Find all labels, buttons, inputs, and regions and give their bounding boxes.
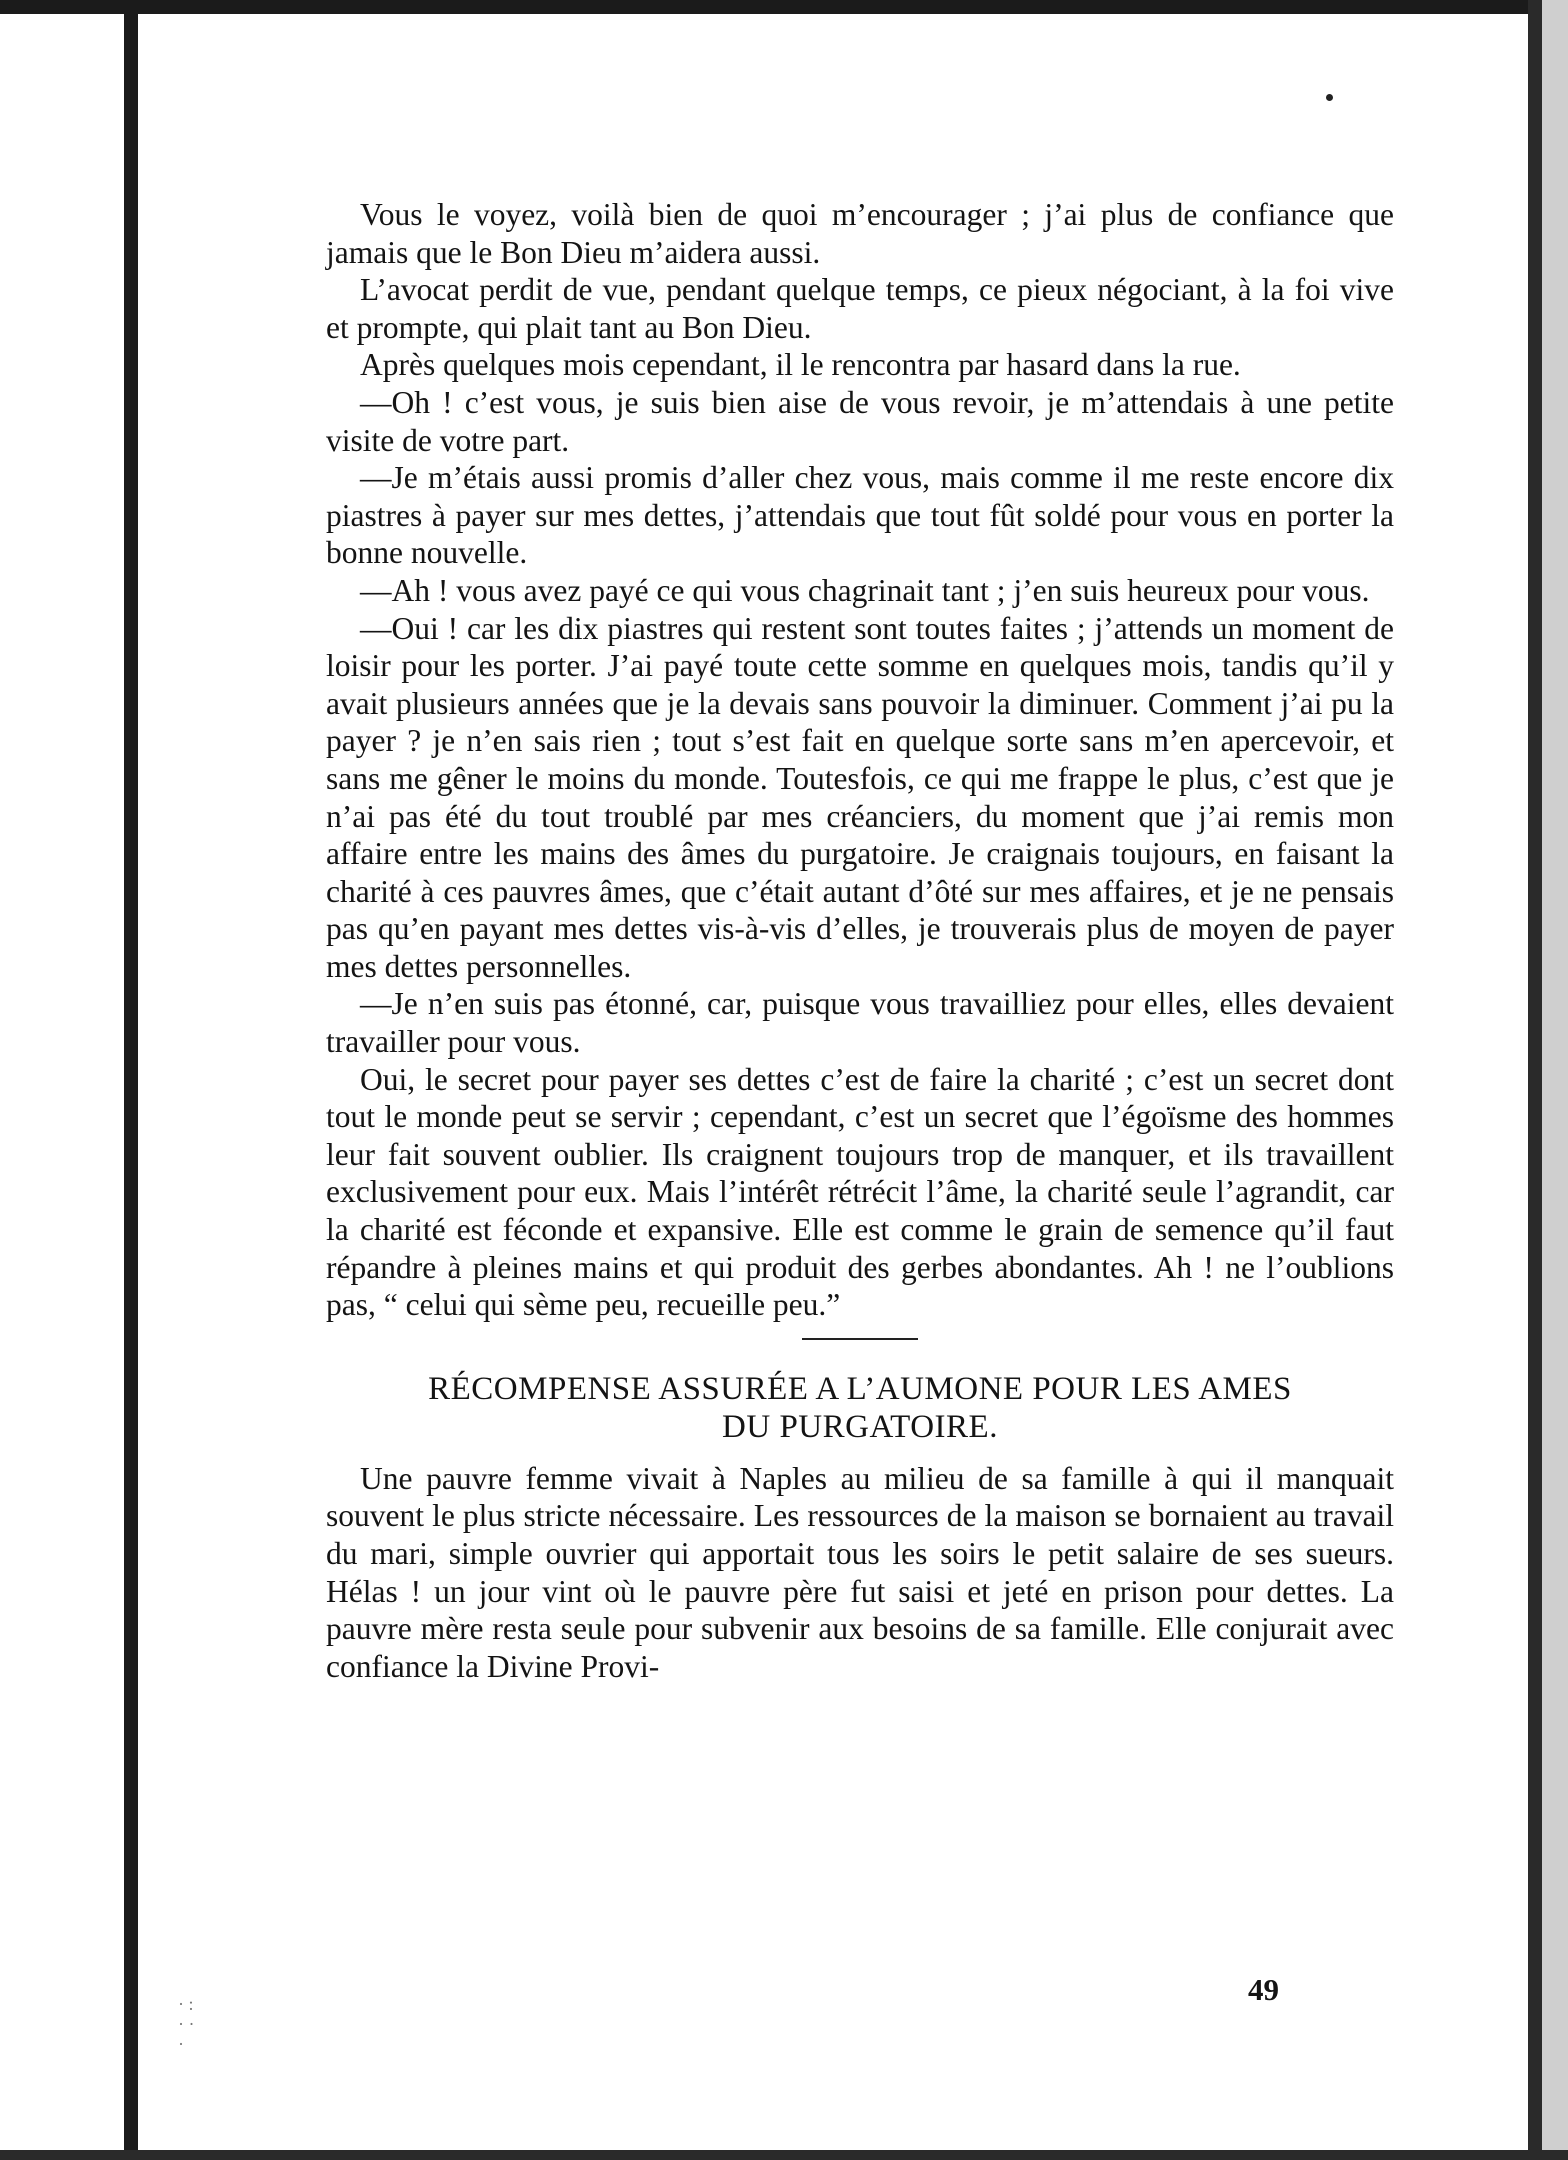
heading-line: RÉCOMPENSE ASSURÉE A L’AUMONE POUR LES AMES: [428, 1370, 1292, 1407]
dialogue-line: —Je m’étais aussi promis d’aller chez vous, mais comme il me reste encore dix piastres à payer sur mes dettes, j’attendais que tout fût soldé pour vous en porter la bonne nouvelle.: [326, 460, 1394, 571]
paragraph: Après quelques mois cependant, il le rencontra par hasard dans la rue.: [360, 347, 1241, 383]
paragraph: Vous le voyez, voilà bien de quoi m’encourager ; j’ai plus de confiance que jamais que le Bon Dieu m’aidera aussi.: [326, 197, 1394, 270]
paragraph: Une pauvre femme vivait à Naples au milieu de sa famille à qui il manquait souvent le plus stricte nécessaire. Les ressources de la maison se bornaient au travail du mari, simple ouvrier qui apportait tous les soirs le petit salaire de ses sueurs. Hélas ! un jour vint où le pauvre père fut saisi et jeté en prison pour dettes. La pauvre mère resta seule pour subvenir aux besoins de sa famille. Elle conjurait avec confiance la Divine Provi-: [326, 1460, 1394, 1684]
ink-speck: [1326, 94, 1333, 101]
section-heading: [326, 1370, 1394, 1446]
page-body: [326, 196, 1394, 1685]
section-divider: [802, 1338, 918, 1340]
heading-line: DU PURGATOIRE.: [722, 1408, 998, 1445]
paragraph: Oui, le secret pour payer ses dettes c’est de faire la charité ; c’est un secret dont tout le monde peut se servir ; cependant, c’est un secret que l’égoïsme des hommes leur fait souvent oublier. Ils craignent toujours trop de manquer, et ils travaillent exclusivement pour eux. Mais l’intérêt rétrécit l’âme, la charité seule l’agrandit, car la charité est féconde et expansive. Elle est comme le grain de semence qu’il faut répandre à pleines mains et qui produit des gerbes abondantes. Ah ! ne l’oublions pas, “ celui qui sème peu, recueille peu.”: [326, 1061, 1394, 1323]
dialogue-line: —Je n’en suis pas étonné, car, puisque vous travailliez pour elles, elles devaient travailler pour vous.: [326, 986, 1394, 1060]
margin-smudge: · : · · ·: [178, 1994, 195, 2054]
page-number: 49: [1248, 1972, 1279, 2007]
dialogue-line: —Oh ! c’est vous, je suis bien aise de vous revoir, je m’attendais à une petite visite de votre part.: [326, 384, 1394, 458]
scan-left-border: [124, 0, 138, 2160]
scan-right-border: [1528, 0, 1542, 2160]
scan-right-margin: [1542, 0, 1568, 2160]
dialogue-line: —Oui ! car les dix piastres qui restent sont toutes faites ; j’attends un moment de loisir pour les porter. J’ai payé toute cette somme en quelques mois, tandis qu’il y avait plusieurs années que je la devais sans pouvoir la diminuer. Comment j’ai pu la payer ? je n’en sais rien ; tout s’est fait en quelque sorte sans m’en apercevoir, et sans me gêner le moins du monde. Toutesfois, ce qui me frappe le plus, c’est que je n’ai pas été du tout troublé par mes créanciers, du moment que j’ai remis mon affaire entre les mains des âmes du purgatoire. Je craignais toujours, en faisant la charité à ces pauvres âmes, que c’était autant d’ôté sur mes affaires, et je ne pensais pas qu’en payant mes dettes vis-à-vis d’elles, je trouverais plus de moyen de payer mes dettes personnelles.: [326, 610, 1394, 984]
paragraph: L’avocat perdit de vue, pendant quelque temps, ce pieux négociant, à la foi vive et prompte, qui plait tant au Bon Dieu.: [326, 272, 1394, 345]
dialogue-line: —Ah ! vous avez payé ce qui vous chagrinait tant ; j’en suis heureux pour vous.: [360, 572, 1370, 608]
scan-bottom-border: [0, 2150, 1568, 2160]
scan-top-border: [0, 0, 1568, 14]
